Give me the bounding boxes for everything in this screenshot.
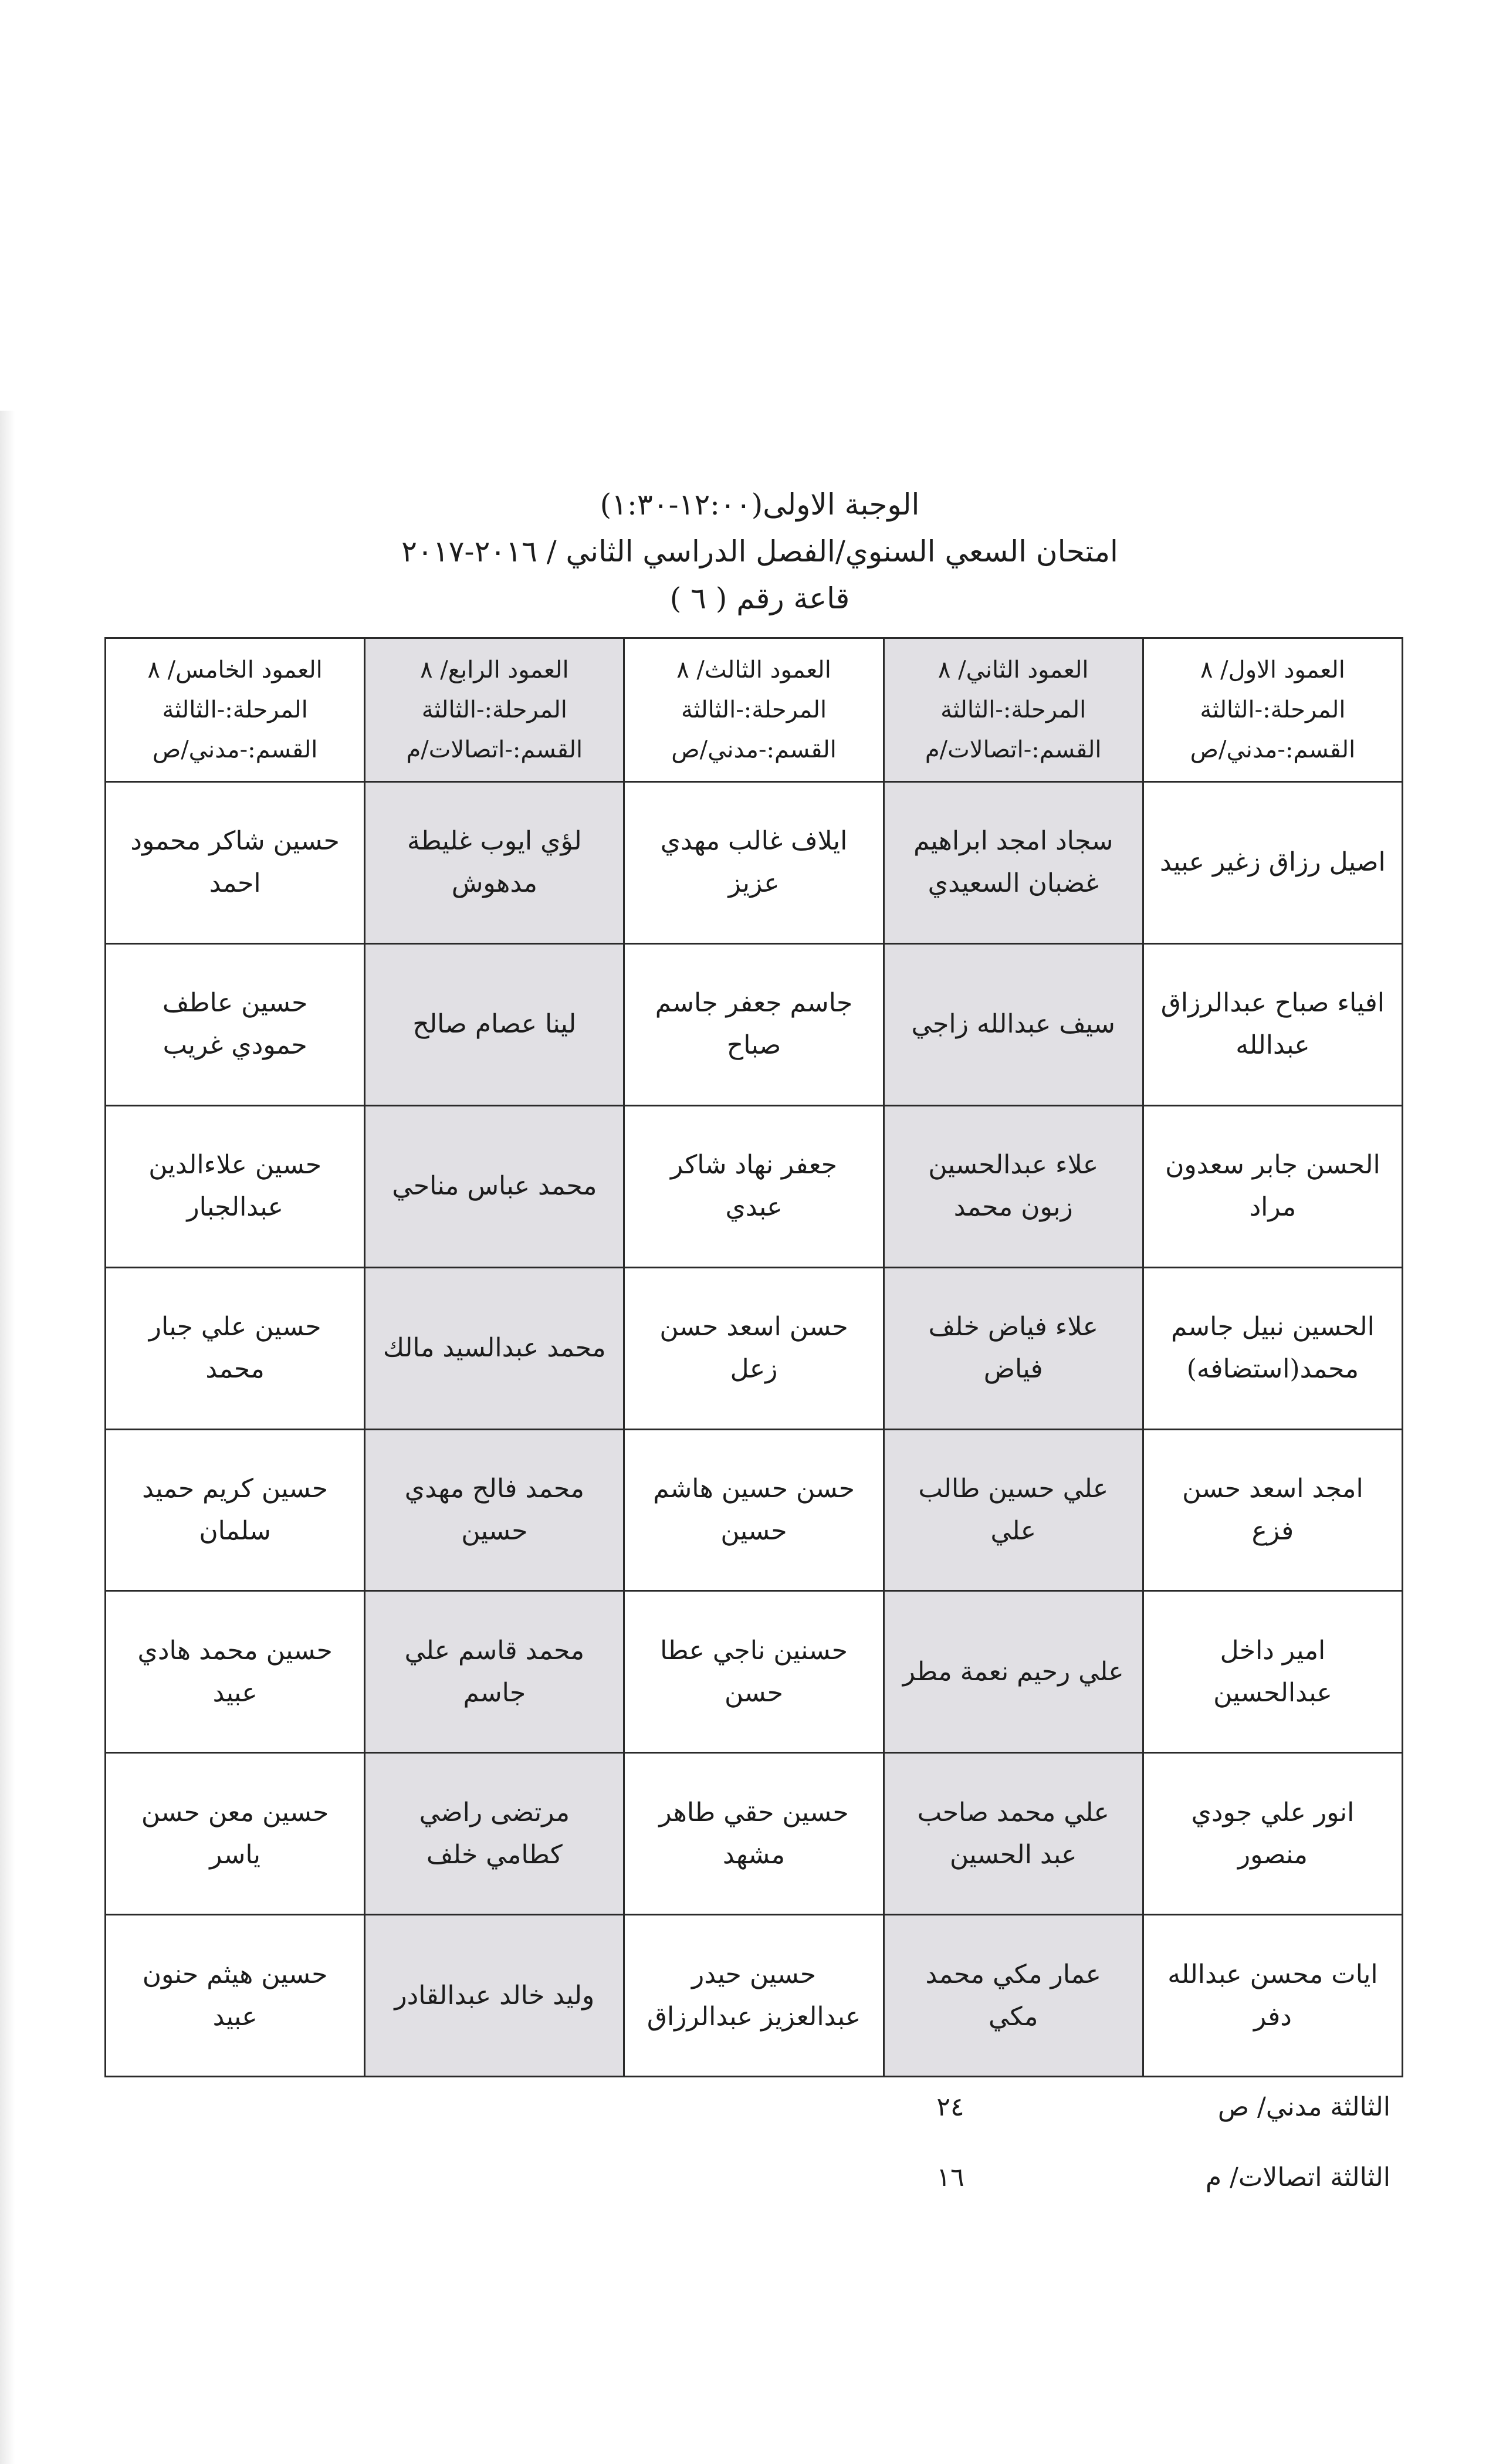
hall-number: قاعة رقم ( ٦ ) bbox=[669, 581, 850, 615]
column-title: العمود الاول/ ٨ bbox=[1200, 656, 1345, 683]
table-row bbox=[106, 1753, 1403, 1915]
student-name-cell: عمار مكي محمد مكي bbox=[884, 1915, 1143, 2077]
summary-label: الثالثة مدني/ ص bbox=[1217, 2092, 1390, 2122]
student-name-cell: لينا عصام صالح bbox=[365, 943, 624, 1105]
column-dept: القسم:-مدني/ص bbox=[671, 736, 837, 763]
student-name-cell: لؤي ايوب غليطة مدهوش bbox=[365, 782, 624, 944]
column-dept: القسم:-مدني/ص bbox=[152, 736, 318, 763]
student-name-cell: علي رحيم نعمة مطر bbox=[884, 1591, 1143, 1753]
student-name-cell: حسين معن حسن ياسر bbox=[106, 1753, 365, 1915]
column-header bbox=[106, 638, 365, 782]
student-name-cell: حسين كريم حميد سلمان bbox=[106, 1429, 365, 1591]
student-name-cell: افياء صباح عبدالرزاق عبدالله bbox=[1143, 943, 1402, 1105]
student-name-cell: انور علي جودي منصور bbox=[1143, 1753, 1402, 1915]
column-stage: المرحلة:-الثالثة bbox=[162, 696, 308, 723]
seating-rows bbox=[106, 782, 1403, 2077]
column-title: العمود الثالث/ ٨ bbox=[676, 656, 831, 683]
student-name-cell: علاء عبدالحسين زبون محمد bbox=[884, 1105, 1143, 1267]
student-name-cell: الحسين نبيل جاسم محمد(استضافه) bbox=[1143, 1267, 1402, 1429]
student-name-cell: حسين حيدر عبدالعزيز عبدالرزاق bbox=[624, 1915, 884, 2077]
student-name-cell: حسين هيثم حنون عبيد bbox=[106, 1915, 365, 2077]
column-header bbox=[884, 638, 1143, 782]
page-edge-shadow bbox=[0, 411, 15, 2464]
student-name-cell: الحسن جابر سعدون مراد bbox=[1143, 1105, 1402, 1267]
column-header bbox=[624, 638, 884, 782]
summary-civil bbox=[880, 2084, 1390, 2131]
student-name-cell: محمد قاسم علي جاسم bbox=[365, 1591, 624, 1753]
student-name-cell: جعفر نهاد شاكر عبدي bbox=[624, 1105, 884, 1267]
table-row bbox=[106, 782, 1403, 944]
student-name-cell: سيف عبدالله زاجي bbox=[884, 943, 1143, 1105]
student-name-cell: حسين علاءالدين عبدالجبار bbox=[106, 1105, 365, 1267]
table-row bbox=[106, 1429, 1403, 1591]
student-name-cell: محمد عبدالسيد مالك bbox=[365, 1267, 624, 1429]
student-name-cell: ايلاف غالب مهدي عزيز bbox=[624, 782, 884, 944]
column-stage: المرحلة:-الثالثة bbox=[940, 696, 1087, 723]
table-row bbox=[106, 1105, 1403, 1267]
student-name-cell: حسنين ناجي عطا حسن bbox=[624, 1591, 884, 1753]
summary-comms bbox=[880, 2154, 1390, 2201]
student-name-cell: حسين شاكر محمود احمد bbox=[106, 782, 365, 944]
table-row bbox=[106, 1915, 1403, 2077]
table-row bbox=[106, 1267, 1403, 1429]
column-stage: المرحلة:-الثالثة bbox=[1200, 696, 1346, 723]
student-name-cell: اصيل رزاق زغير عبيد bbox=[1143, 782, 1402, 944]
column-dept: القسم:-مدني/ص bbox=[1190, 736, 1356, 763]
student-name-cell: حسين حقي طاهر مشهد bbox=[624, 1753, 884, 1915]
student-name-cell: امير داخل عبدالحسين bbox=[1143, 1591, 1402, 1753]
column-dept: القسم:-اتصالات/م bbox=[406, 736, 583, 763]
student-name-cell: علي محمد صاحب عبد الحسين bbox=[884, 1753, 1143, 1915]
student-name-cell: وليد خالد عبدالقادر bbox=[365, 1915, 624, 2077]
column-stage: المرحلة:-الثالثة bbox=[681, 696, 827, 723]
column-stage: المرحلة:-الثالثة bbox=[421, 696, 567, 723]
column-title: العمود الرابع/ ٨ bbox=[420, 656, 569, 683]
column-header bbox=[365, 638, 624, 782]
student-name-cell: علي حسين طالب علي bbox=[884, 1429, 1143, 1591]
session-title: الوجبة الاولى(١٢:٠٠-١:٣٠) bbox=[600, 488, 920, 522]
seating-table bbox=[104, 637, 1403, 2077]
table-row bbox=[106, 943, 1403, 1105]
summary-count: ١٦ bbox=[936, 2162, 964, 2192]
student-name-cell: حسن اسعد حسن زعل bbox=[624, 1267, 884, 1429]
column-header-row bbox=[106, 638, 1403, 782]
summary-count: ٢٤ bbox=[936, 2092, 964, 2122]
student-name-cell: مرتضى راضي كطامي خلف bbox=[365, 1753, 624, 1915]
student-name-cell: محمد عباس مناحي bbox=[365, 1105, 624, 1267]
student-name-cell: امجد اسعد حسن فزع bbox=[1143, 1429, 1402, 1591]
document-header bbox=[106, 481, 1414, 622]
column-title: العمود الخامس/ ٨ bbox=[147, 656, 323, 683]
student-name-cell: حسن حسين هاشم حسين bbox=[624, 1429, 884, 1591]
student-name-cell: حسين عاطف حمودي غريب bbox=[106, 943, 365, 1105]
student-name-cell: محمد فالح مهدي حسين bbox=[365, 1429, 624, 1591]
student-name-cell: سجاد امجد ابراهيم غضبان السعيدي bbox=[884, 782, 1143, 944]
student-name-cell: علاء فياض خلف فياض bbox=[884, 1267, 1143, 1429]
exam-title: امتحان السعي السنوي/الفصل الدراسي الثاني / ٢٠١٦-٢٠١٧ bbox=[401, 534, 1118, 568]
student-name-cell: ايات محسن عبدالله دفر bbox=[1143, 1915, 1402, 2077]
column-dept: القسم:-اتصالات/م bbox=[925, 736, 1102, 763]
table-row bbox=[106, 1591, 1403, 1753]
column-title: العمود الثاني/ ٨ bbox=[937, 656, 1089, 683]
student-name-cell: حسين علي جبار محمد bbox=[106, 1267, 365, 1429]
column-header bbox=[1143, 638, 1402, 782]
student-name-cell: جاسم جعفر جاسم صباح bbox=[624, 943, 884, 1105]
summary-label: الثالثة اتصالات/ م bbox=[1205, 2162, 1390, 2192]
student-name-cell: حسين محمد هادي عبيد bbox=[106, 1591, 365, 1753]
